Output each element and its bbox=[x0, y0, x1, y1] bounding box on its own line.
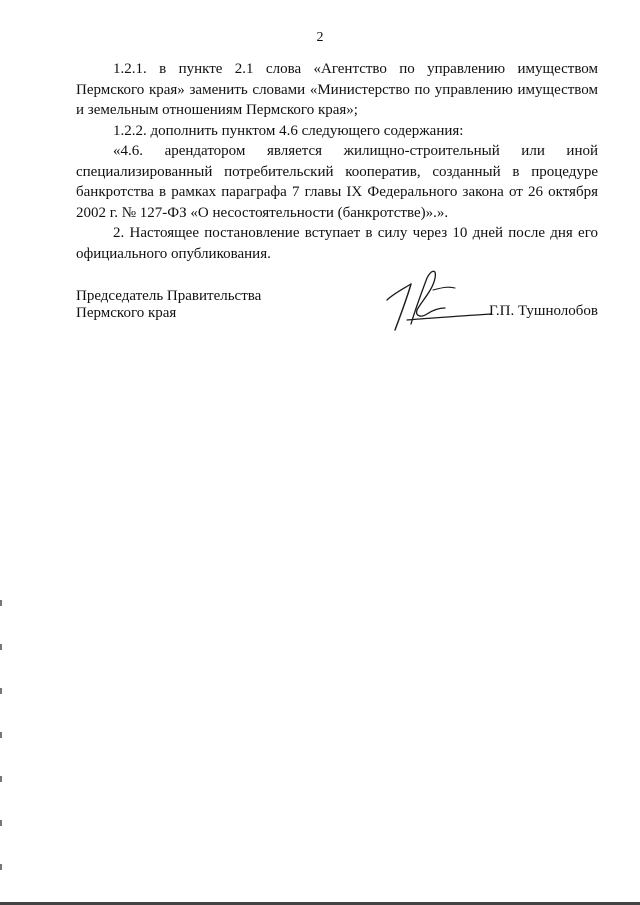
page-number: 2 bbox=[316, 30, 324, 45]
paragraph-4-6: «4.6. арендатором является жилищно-строительный или иной специализированный потребительский кооператив, созданный в процедуре банкротства в рамках параграфа 7 главы IX Федерального закона от 26 октября 2002 г. № 127-ФЗ «О несостоятельности (банкротстве)».». bbox=[76, 143, 598, 221]
paragraph-1-2-1: 1.2.1. в пункте 2.1 слова «Агентство по управлению имуществом Пермского края» заменить словами «Министерство по управлению имуществом и земельным отношениям Пермского края»; bbox=[76, 61, 598, 118]
scan-edge-left bbox=[0, 600, 2, 905]
handwritten-signature bbox=[381, 264, 501, 336]
paragraph-2: 2. Настоящее постановление вступает в силу через 10 дней после дня его официального опубликования. bbox=[76, 225, 598, 262]
signer-position-line-1: Председатель Правительства bbox=[76, 288, 262, 304]
signer-position bbox=[76, 288, 261, 322]
signer-name: Г.П. Тушнолобов bbox=[488, 303, 598, 319]
document-body bbox=[76, 59, 598, 264]
paragraph-1-2-2: 1.2.2. дополнить пунктом 4.6 следующего содержания: bbox=[113, 122, 464, 139]
signer-position-line-2: Пермского края bbox=[76, 305, 177, 321]
signature-block bbox=[76, 288, 598, 348]
